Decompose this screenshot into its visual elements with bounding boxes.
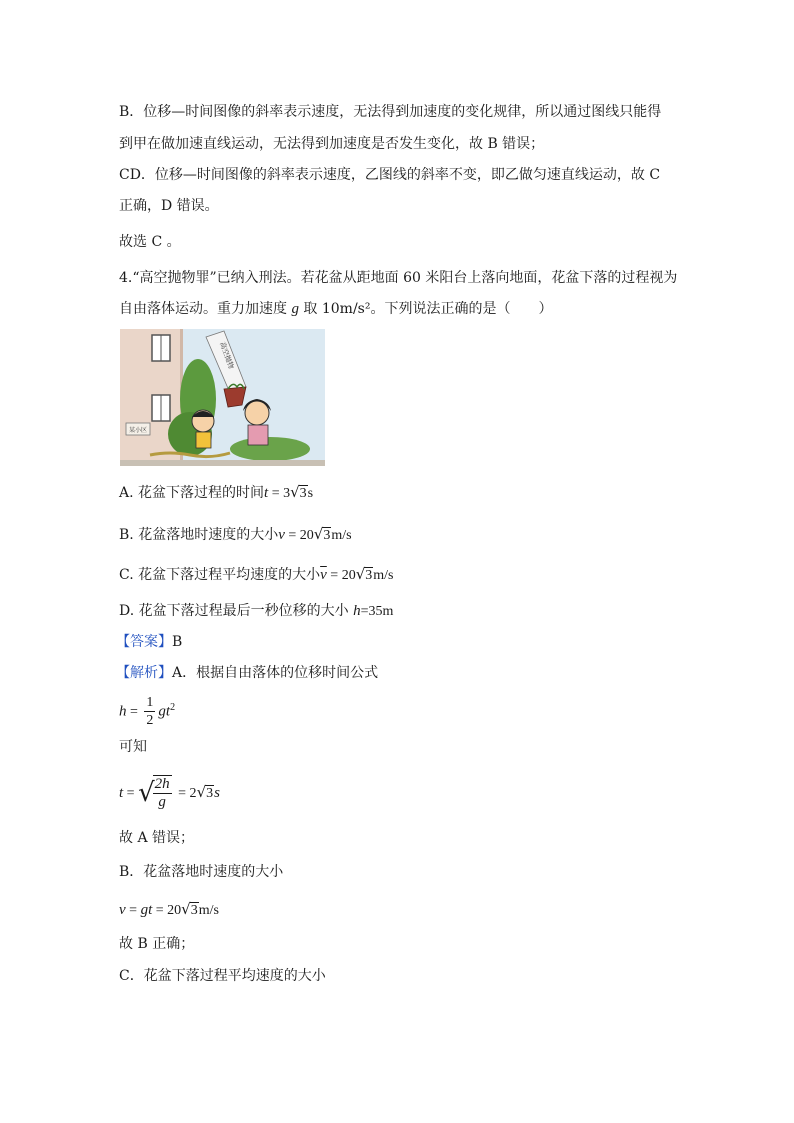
falling-flowerpot-illustration [120,329,325,466]
formula-t: t = √ $\frac{2h}{g}$ = 2√3s [119,776,220,810]
answer-tag: 【答案】 [116,634,172,650]
analysis-line: 【解析】A．根据自由落体的位移时间公式 [116,665,379,681]
c-head: C．花盆下落过程平均速度的大小 [119,968,326,984]
b-right: 故 B 正确； [119,936,195,952]
answer-value: B [172,634,183,650]
option-b: B. 花盆落地时速度的大小v = 20√3m/s [119,525,352,543]
option-d: D. 花盆下落过程最后一秒位移的大小 h=35m [119,603,394,619]
formula-v: v = gt = 20√3m/s [119,900,219,918]
b-head: B．花盆落地时速度的大小 [119,864,284,880]
prev-b-line1: B．位移—时间图像的斜率表示速度，无法得到加速度的变化规律，所以通过图线只能得 [119,104,662,120]
question-stem-line1: 4.“高空抛物罪”已纳入刑法。若花盆从距地面 60 米阳台上落向地面，花盆下落的过程视为 [119,270,678,286]
analysis-tag: 【解析】 [116,665,172,681]
sign-text: 高空抛物 [218,340,236,370]
prev-cd-line2: 正确，D 错误。 [119,198,219,214]
option-c: C. 花盆下落过程平均速度的大小$\overline{v} = 20√3m/s$ [119,565,394,583]
answer-line [116,632,182,652]
question-stem-line2: 自由落体运动。重力加速度 g 取 10m/s²。下列说法正确的是（ ） [119,301,553,317]
prev-cd-line1: CD．位移—时间图像的斜率表示速度，乙图线的斜率不变，即乙做匀速直线运动，故 C [119,167,661,183]
a-wrong: 故 A 错误； [119,830,195,846]
option-a: A. 花盆下落过程的时间t = 3√3s [119,483,314,501]
building-label: 某小区 [128,427,148,434]
formula-h: h = $\frac{1}{2}$ $gt^2$ [119,695,176,729]
prev-choose: 故选 C 。 [119,234,181,250]
kezhi: 可知 [119,739,147,755]
prev-b-line2: 到甲在做加速直线运动，无法得到加速度是否发生变化，故 B 错误； [119,136,545,152]
